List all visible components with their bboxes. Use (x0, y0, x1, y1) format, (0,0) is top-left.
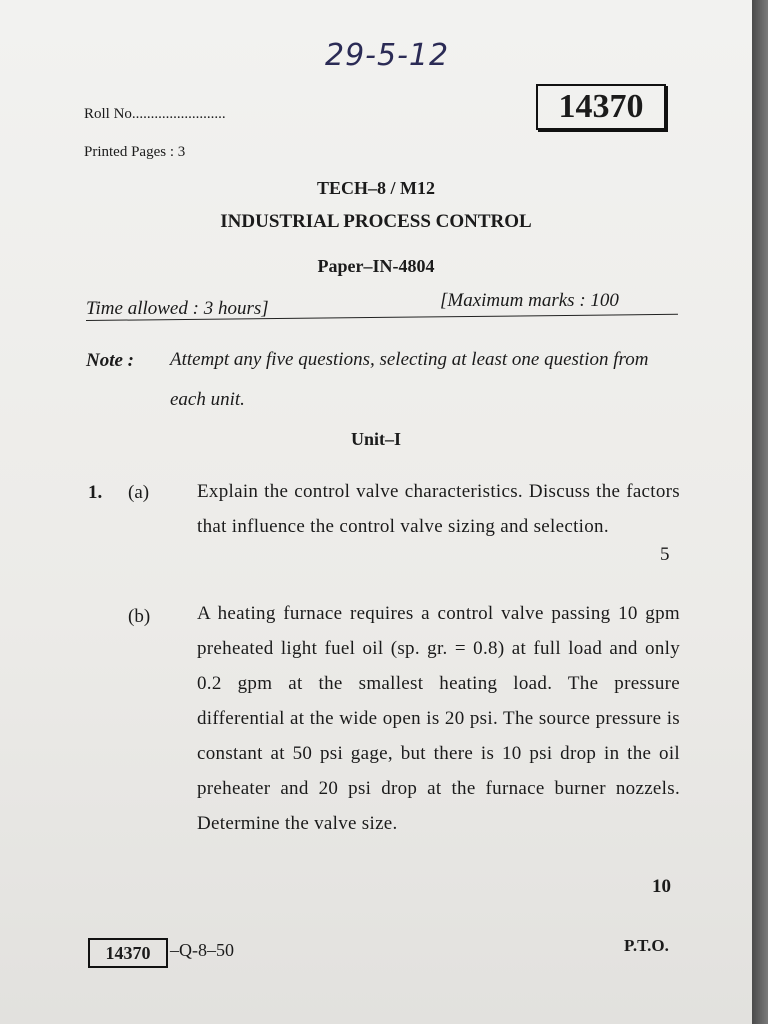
exam-code-title: TECH–8 / M12 (316, 178, 435, 198)
footer-code-box: 14370 (88, 938, 168, 968)
time-allowed: Time allowed : 3 hours] (86, 298, 269, 319)
page-edge-shadow (752, 0, 768, 1024)
part-a-text: Explain the control valve characteristics. Discuss the factors that influence the control valve sizing and selection. (197, 481, 680, 537)
roll-number-field: Roll No......................... (84, 106, 226, 122)
part-b-marks: 10 (652, 876, 671, 897)
note-label: Note : (86, 350, 135, 371)
unit-heading: Unit–I (350, 429, 401, 449)
part-b-label: (b) (128, 606, 151, 627)
part-a-marks: 5 (660, 544, 670, 565)
handwritten-date: 29-5-12 (325, 38, 450, 73)
footer-code-suffix: –Q-8–50 (170, 940, 234, 960)
maximum-marks: [Maximum marks : 100 (440, 290, 619, 311)
paper-number: Paper–IN-4804 (317, 256, 435, 276)
printed-pages: Printed Pages : 3 (84, 144, 186, 160)
pto-label: P.T.O. (624, 936, 669, 955)
part-b-text: A heating furnace requires a control valve passing 10 gpm preheated light fuel oil (sp. gr. = 0.8) at full load and only 0.2 gpm at the smallest heating load. The pressure differential at the wide open is 20 psi. The source pressure is constant at 50 psi gage, but there is 10 psi drop in the oil preheater and 20 psi drop at the furnace burner nozzels. Determine the valve size. (197, 603, 680, 834)
question-number: 1. (88, 482, 103, 503)
subject-title: INDUSTRIAL PROCESS CONTROL (220, 211, 532, 232)
note-text: Attempt any five questions, selecting at least one question from each unit. (170, 349, 649, 410)
paper-code-box: 14370 (536, 84, 666, 130)
part-a-label: (a) (128, 482, 150, 503)
